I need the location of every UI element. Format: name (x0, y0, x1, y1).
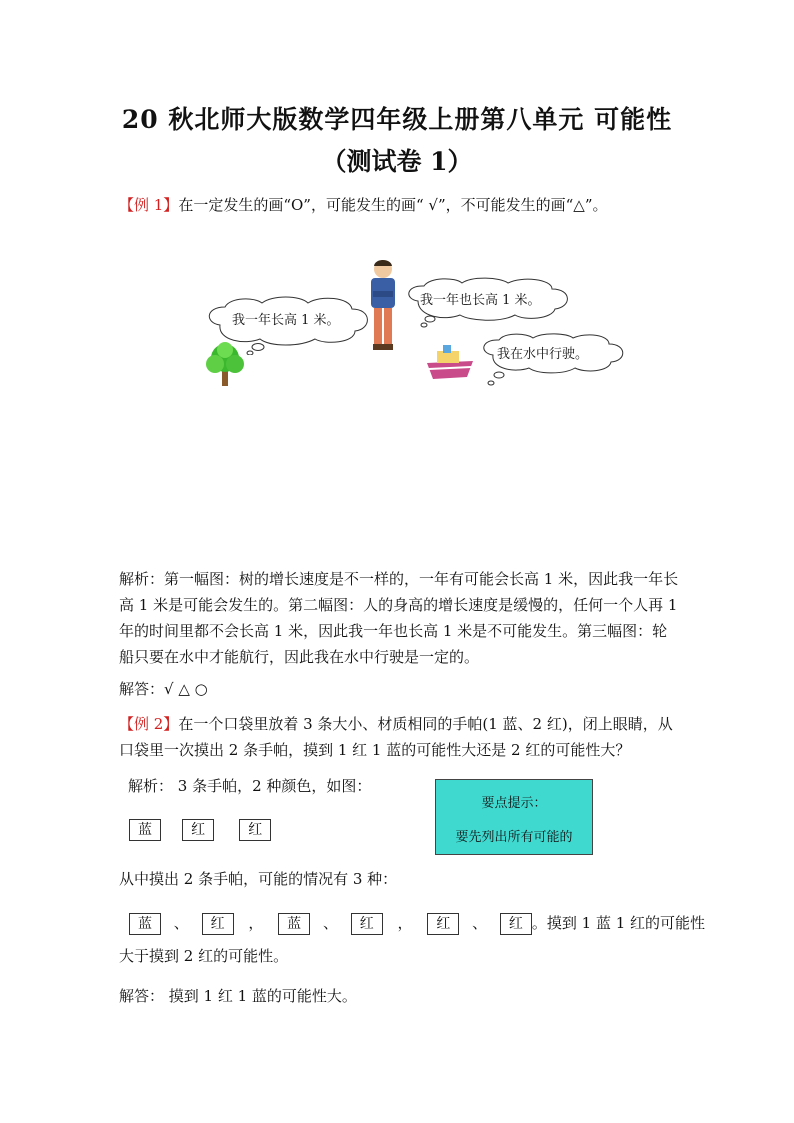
combo1-red-box: 红 (202, 913, 234, 935)
separator: ， (397, 914, 413, 932)
example2-tag: 【例 2】 (119, 715, 179, 733)
ship-image (425, 343, 475, 383)
combo3-red-box: 红 (500, 913, 532, 935)
example2-conclusion: 大于摸到 2 红的可能性。 (119, 947, 289, 965)
page-subtitle: （测试卷 1） (321, 147, 473, 176)
tree-bubble-text: 我一年长高 1 米。 (232, 313, 340, 328)
boy-icon (365, 257, 401, 357)
tree-image (205, 340, 245, 388)
illustration (195, 255, 635, 395)
tip-box (435, 779, 593, 855)
boy-bubble-text: 我一年也长高 1 米。 (420, 293, 541, 308)
example2-question (119, 711, 679, 763)
page-title: 20 秋北师大版数学四年级上册第八单元 可能性 (121, 105, 673, 134)
combo1-blue-box: 蓝 (129, 913, 161, 935)
example1-question-text: 在一定发生的画“O”，可能发生的画“ √”，不可能发生的画“△”。 (178, 196, 608, 214)
red-handkerchief-box: 红 (239, 819, 271, 841)
combo3-red-box: 红 (427, 913, 459, 935)
separator: 、 (322, 914, 338, 932)
tip-body: 要先列出所有可能的 (455, 830, 573, 845)
example2-question-text: 在一个口袋里放着 3 条大小、材质相同的手帕(1 蓝、2 红)，闭上眼睛，从口袋里一次摸出 2 条手帕，摸到 1 红 1 蓝的可能性大还是 2 红的可能性大？ (119, 715, 673, 759)
example1-question (119, 192, 679, 218)
example2-answer: 解答： 摸到 1 红 1 蓝的可能性大。 (119, 987, 357, 1005)
boy-image (365, 257, 401, 357)
red-handkerchief-box: 红 (182, 819, 214, 841)
ship-bubble-text: 我在水中行驶。 (497, 347, 589, 362)
example1-tag: 【例 1】 (119, 196, 179, 214)
combo2-blue-box: 蓝 (278, 913, 310, 935)
example2-cases-intro: 从中摸出 2 条手帕，可能的情况有 3 种： (119, 870, 398, 888)
ship-speech-bubble (477, 333, 627, 391)
boy-speech-bubble (400, 277, 575, 329)
separator: 、 (472, 914, 488, 932)
cloud-shape (477, 333, 627, 391)
tip-title: 要点提示： (481, 796, 547, 811)
separator: ， (248, 914, 264, 932)
handkerchief-row (129, 819, 271, 841)
ship-icon (425, 343, 475, 383)
example1-analysis: 解析：第一幅图：树的增长速度是不一样的，一年有可能会长高 1 米，因此我一年长高 1 米是可能会发生的。第二幅图：人的身高的增长速度是缓慢的，任何一个人再 1 年的时间里都不会长高 1 米，因此我一年也长高 1 米是不可能发生。第三幅图：轮船只要在水中才能航行，因此我在水中行驶是一定的。 (119, 570, 679, 666)
example2-analysis-intro: 解析： 3 条手帕，2 种颜色，如图： (128, 777, 372, 795)
tree-icon (205, 340, 245, 388)
combo2-red-box: 红 (351, 913, 383, 935)
combinations-row (129, 912, 705, 935)
separator: 、 (173, 914, 189, 932)
blue-handkerchief-box: 蓝 (129, 819, 161, 841)
conclusion-tail: 。摸到 1 蓝 1 红的可能性 (531, 914, 706, 932)
example1-answer: 解答：√ △ ○ (119, 680, 208, 698)
